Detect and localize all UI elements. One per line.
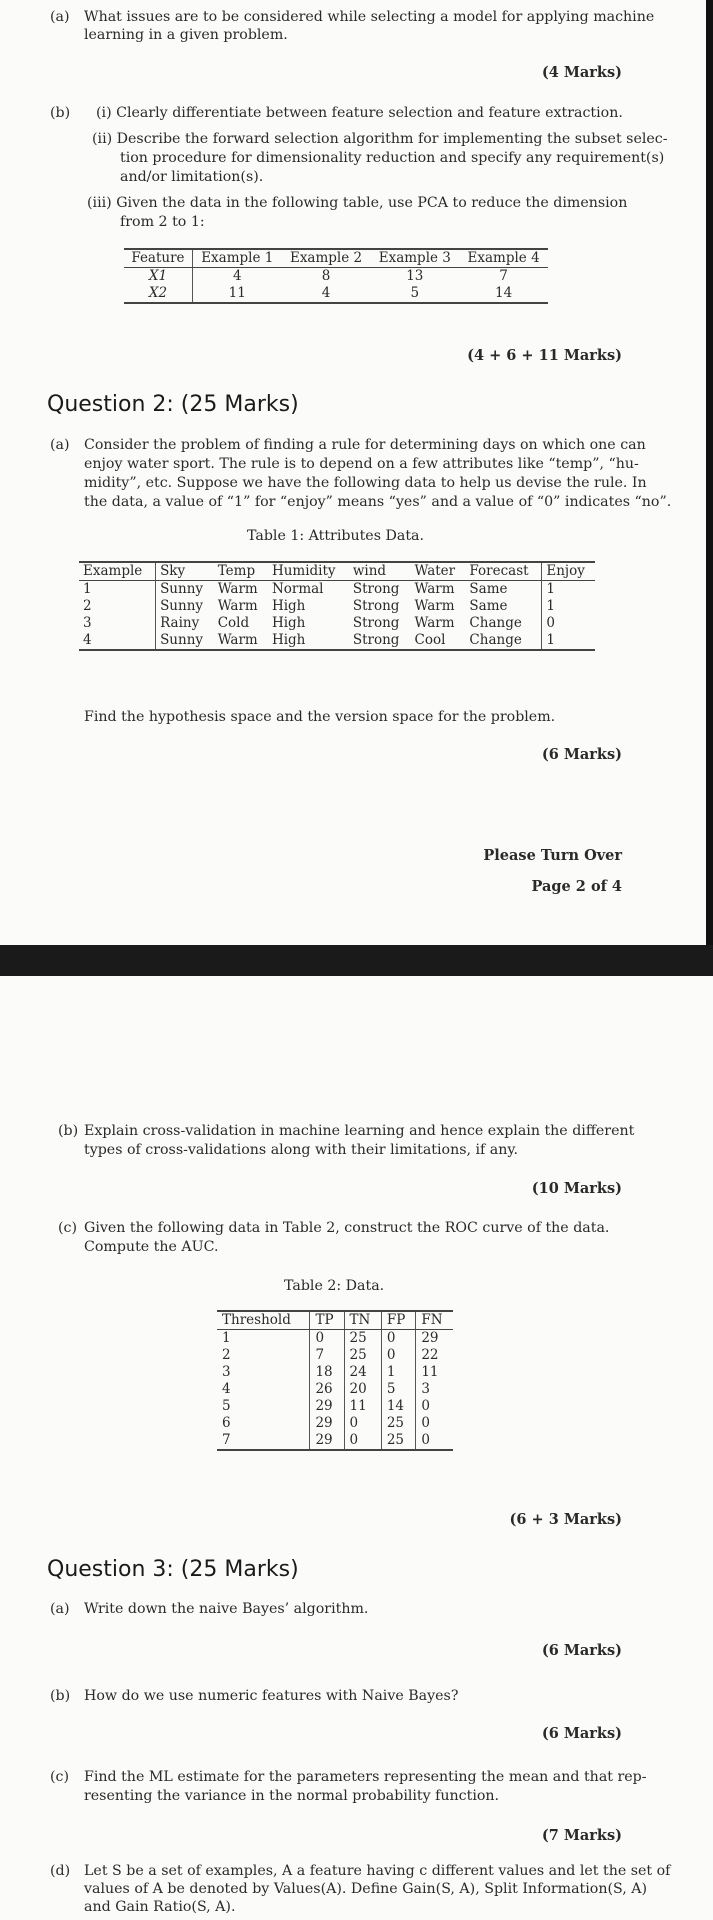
table-cell: 24	[344, 1364, 381, 1381]
table-row	[79, 581, 595, 599]
q1a-label: (a)	[50, 9, 70, 25]
table-cell: High	[268, 632, 349, 650]
q3b-marks: (6 Marks)	[541, 1725, 622, 1742]
table-cell: 7	[310, 1347, 344, 1364]
table-cell: 1	[217, 1330, 310, 1348]
table-cell: 11	[421, 1364, 439, 1380]
table-cell: Warm	[214, 632, 268, 650]
q2a-label: (a)	[50, 437, 70, 453]
table-cell: 3	[79, 615, 156, 632]
q3d-label: (d)	[50, 1863, 71, 1879]
table-row	[124, 268, 548, 286]
table-cell: Sunny	[156, 632, 214, 650]
attributes-table-header	[79, 562, 595, 581]
q3c-label: (c)	[50, 1769, 70, 1785]
table-cell: 25	[381, 1432, 416, 1450]
q2a-text-line4: the data, a value of “1” for “enjoy” means “yes” and a value of “0” indicates “no”.	[84, 494, 672, 510]
q1a-marks: (4 Marks)	[541, 64, 622, 81]
table-cell: 0	[310, 1330, 344, 1348]
table-cell: 2	[79, 598, 156, 615]
table-cell: 4	[232, 268, 242, 284]
q3a-label: (a)	[50, 1601, 70, 1617]
q1b-label: (b)	[50, 105, 71, 121]
table-cell: 25	[344, 1330, 381, 1348]
table-cell: Cold	[217, 615, 250, 631]
feature-name-cell: X2	[124, 285, 192, 303]
header-cell: Example 4	[459, 249, 548, 268]
table-row	[217, 1364, 453, 1381]
table-cell: 14	[459, 285, 548, 303]
roc-table-header	[217, 1311, 453, 1330]
table-cell: Strong	[352, 598, 400, 614]
q2a-marks: (6 Marks)	[541, 746, 622, 763]
attributes-table	[79, 561, 595, 651]
table-cell: 1	[79, 581, 156, 599]
feature-table	[124, 248, 548, 304]
q2c-text-line2: Compute the AUC.	[84, 1239, 219, 1255]
table-cell: High	[271, 615, 306, 631]
table-cell: 1	[542, 632, 595, 650]
table-cell: 6	[217, 1415, 310, 1432]
table-1-caption: Table 1: Attributes Data.	[247, 528, 424, 544]
table-row	[217, 1330, 453, 1348]
q1b-i: (i) Clearly differentiate between feature selection and feature extraction.	[96, 105, 623, 121]
table-cell: Normal	[271, 581, 324, 597]
table-cell: Sunny	[160, 598, 204, 614]
q1a-text-line2: learning in a given problem.	[84, 27, 288, 43]
table-row	[217, 1347, 453, 1364]
table-2-caption: Table 2: Data.	[284, 1278, 385, 1294]
table-cell: 25	[344, 1347, 381, 1364]
header-cell: FN	[416, 1311, 453, 1330]
q1b-marks: (4 + 6 + 11 Marks)	[467, 347, 622, 364]
header-cell: Temp	[214, 562, 268, 581]
table-cell: 7	[217, 1432, 310, 1450]
table-cell: 29	[421, 1330, 439, 1346]
header-cell: wind	[349, 562, 411, 581]
table-cell: 7	[499, 268, 508, 284]
table-cell: Same	[465, 581, 541, 599]
q3b-label: (b)	[50, 1688, 71, 1704]
table-cell: Warm	[217, 598, 258, 614]
table-cell: Sunny	[160, 581, 204, 597]
q2c-marks: (6 + 3 Marks)	[509, 1511, 622, 1528]
header-cell: FP	[381, 1311, 416, 1330]
table-cell: 29	[310, 1398, 344, 1415]
q3c-text-line1: Find the ML estimate for the parameters representing the mean and that rep-	[84, 1769, 647, 1785]
table-cell: 0	[546, 615, 555, 631]
feature-name-cell: X1	[124, 268, 192, 286]
table-cell: 0	[421, 1415, 430, 1431]
page-separator	[0, 945, 713, 976]
table-cell: 11	[192, 285, 281, 303]
table-cell: 25	[381, 1415, 416, 1432]
table-row	[124, 285, 548, 303]
table-cell: 1	[546, 581, 555, 597]
q2a-text-line3: midity”, etc. Suppose we have the following data to help us devise the rule. In	[84, 475, 647, 491]
q2a-find-text: Find the hypothesis space and the version space for the problem.	[84, 709, 556, 725]
table-row	[79, 632, 595, 650]
q2c-text-line1: Given the following data in Table 2, construct the ROC curve of the data.	[84, 1220, 610, 1236]
header-cell: Humidity	[268, 562, 349, 581]
q2a-text-line1: Consider the problem of finding a rule for determining days on which one can	[84, 437, 646, 453]
table-cell: Warm	[414, 615, 455, 631]
header-cell: Example 3	[370, 249, 459, 268]
table-cell: Cool	[411, 632, 466, 650]
header-cell: Example	[79, 562, 156, 581]
table-cell: 1	[546, 598, 555, 614]
q1b-iii-line1: (iii) Given the data in the following table, use PCA to reduce the dimension	[87, 195, 628, 211]
table-cell: 14	[381, 1398, 416, 1415]
roc-data-table	[217, 1310, 453, 1451]
table-row	[217, 1432, 453, 1450]
page-number: Page 2 of 4	[531, 878, 622, 895]
table-row	[217, 1398, 453, 1415]
q3d-text-line1: Let S be a set of examples, A a feature having c different values and let the set of	[84, 1863, 671, 1879]
table-cell: 0	[381, 1330, 416, 1348]
table-cell: Change	[465, 615, 541, 632]
feature-table-header	[124, 249, 548, 268]
q1b-ii-line3: and/or limitation(s).	[120, 169, 264, 185]
header-cell: Example 2	[282, 249, 371, 268]
header-cell: TP	[310, 1311, 344, 1330]
q1b-ii-line2: tion procedure for dimensionality reduction and specify any requirement(s)	[120, 150, 665, 166]
q2b-label: (b)	[58, 1123, 79, 1139]
q2b-text-line1: Explain cross-validation in machine learning and hence explain the different	[84, 1123, 635, 1139]
table-cell: Change	[465, 632, 541, 650]
table-cell: 4	[79, 632, 156, 650]
header-cell: TN	[344, 1311, 381, 1330]
header-cell: Sky	[156, 562, 214, 581]
page-edge-shadow	[706, 0, 713, 945]
please-turn-over: Please Turn Over	[483, 847, 622, 864]
table-cell: 5	[217, 1398, 310, 1415]
table-cell: Strong	[349, 632, 411, 650]
header-cell: Threshold	[217, 1311, 310, 1330]
table-cell: Warm	[217, 581, 258, 597]
table-cell: Strong	[352, 581, 400, 597]
q1a-text-line1: What issues are to be considered while selecting a model for applying machine	[84, 9, 655, 25]
table-cell: 4	[217, 1381, 310, 1398]
table-cell: 4	[282, 285, 371, 303]
q2a-text-line2: enjoy water sport. The rule is to depend on a few attributes like “temp”, “hu-	[84, 456, 639, 472]
table-cell: Warm	[414, 581, 455, 597]
table-cell: 0	[421, 1398, 430, 1414]
header-cell: Feature	[124, 249, 192, 268]
q3a-text: Write down the naive Bayes’ algorithm.	[84, 1601, 369, 1617]
table-cell: 2	[217, 1347, 310, 1364]
table-cell: 18	[310, 1364, 344, 1381]
table-cell: 5	[381, 1381, 416, 1398]
q3d-text-line2: values of A be denoted by Values(A). Define Gain(S, A), Split Information(S, A)	[84, 1881, 648, 1897]
table-cell: 20	[344, 1381, 381, 1398]
table-cell: Rainy	[160, 615, 200, 631]
q1b-ii-line1: (ii) Describe the forward selection algorithm for implementing the subset selec-	[92, 131, 668, 147]
table-cell: Strong	[352, 615, 400, 631]
table-cell: 0	[344, 1415, 381, 1432]
table-cell: 1	[381, 1364, 416, 1381]
table-cell: Same	[465, 598, 541, 615]
question-3-heading: Question 3: (25 Marks)	[47, 1557, 299, 1582]
table-cell: 13	[406, 268, 424, 284]
table-row	[79, 598, 595, 615]
q3d-text-line3: and Gain Ratio(S, A).	[84, 1899, 236, 1915]
table-cell: 3	[421, 1381, 430, 1397]
header-cell: Example 1	[192, 249, 281, 268]
table-cell: 3	[217, 1364, 310, 1381]
exam-page-2	[0, 0, 713, 945]
q3a-marks: (6 Marks)	[541, 1642, 622, 1659]
table-cell: 22	[421, 1347, 439, 1363]
table-cell: 29	[310, 1432, 344, 1450]
table-cell: 11	[344, 1398, 381, 1415]
table-cell: Warm	[414, 598, 455, 614]
q2b-text-line2: types of cross-validations along with their limitations, if any.	[84, 1142, 519, 1158]
table-row	[217, 1381, 453, 1398]
table-cell: 29	[310, 1415, 344, 1432]
q2b-marks: (10 Marks)	[531, 1180, 622, 1197]
q3b-text: How do we use numeric features with Naive Bayes?	[84, 1688, 459, 1704]
table-cell: High	[271, 598, 306, 614]
table-row	[79, 615, 595, 632]
question-2-heading: Question 2: (25 Marks)	[47, 392, 299, 417]
table-cell: 26	[310, 1381, 344, 1398]
header-cell: Enjoy	[542, 562, 595, 581]
table-cell: 5	[370, 285, 459, 303]
table-row	[217, 1415, 453, 1432]
q1b-iii-line2: from 2 to 1:	[120, 214, 205, 230]
table-cell: 0	[381, 1347, 416, 1364]
table-cell: 0	[344, 1432, 381, 1450]
header-cell: Forecast	[465, 562, 541, 581]
table-cell: 8	[321, 268, 331, 284]
q3c-text-line2: resenting the variance in the normal probability function.	[84, 1788, 500, 1804]
header-cell: Water	[411, 562, 466, 581]
q2c-label: (c)	[58, 1220, 78, 1236]
q3c-marks: (7 Marks)	[541, 1827, 622, 1844]
table-cell: 0	[416, 1432, 453, 1450]
